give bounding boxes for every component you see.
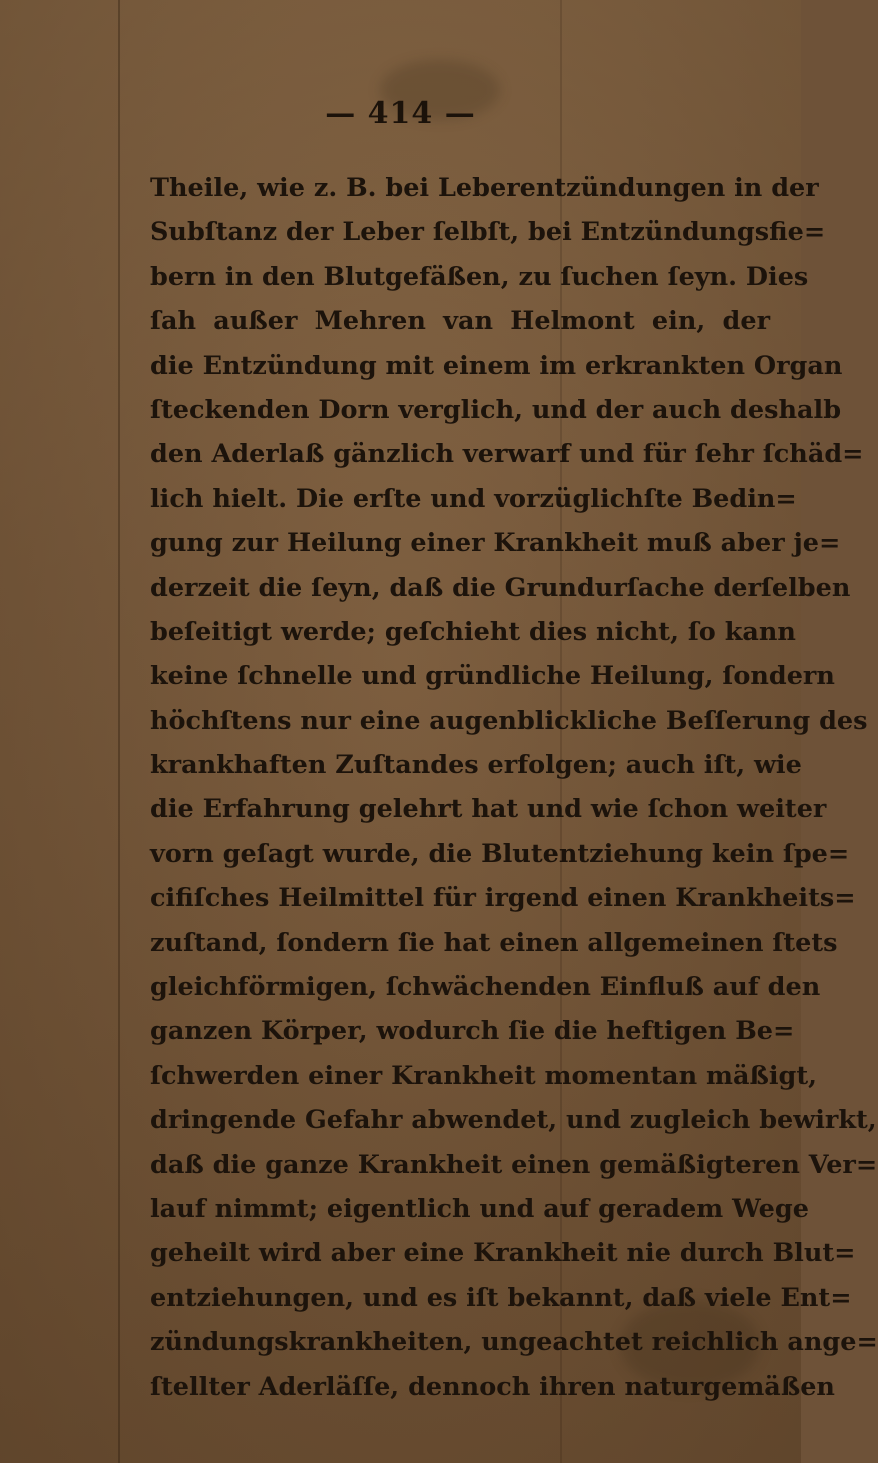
page-fold-left <box>118 0 120 1463</box>
text-line: geheilt wird aber eine Krankheit nie durch Blut= <box>150 1238 856 1269</box>
text-line: lich hielt. Die erſte und vorzüglichſte Bedin= <box>150 483 797 514</box>
text-line: dringende Gefahr abwendet, und zugleich bewirkt, <box>150 1105 877 1136</box>
text-line: beſeitigt werde; geſchieht dies nicht, ſo kann <box>150 616 796 647</box>
text-line: ſah außer Mehren van Helmont ein, der <box>150 306 770 337</box>
text-line: vorn geſagt wurde, die Blutentziehung kein ſpe= <box>150 838 850 869</box>
text-line: Subſtanz der Leber ſelbſt, bei Entzündungsfie= <box>150 217 826 248</box>
page-number: — 414 — <box>325 96 476 131</box>
text-line: cifiſches Heilmittel für irgend einen Krankheits= <box>150 883 856 914</box>
text-line: zündungskrankheiten, ungeachtet reichlich ange= <box>150 1327 878 1358</box>
text-line: gung zur Heilung einer Krankheit muß aber je= <box>150 528 841 559</box>
text-line: Theile, wie z. B. bei Leberentzündungen in der <box>150 173 819 203</box>
text-line: gleichförmigen, ſchwächenden Einfluß auf den <box>150 972 821 1003</box>
text-line: ganzen Körper, wodurch ſie die heftigen Be= <box>150 1016 795 1047</box>
text-line: bern in den Blutgefäßen, zu ſuchen ſeyn. Dies <box>150 261 809 292</box>
text-line: ſtellter Aderläſſe, dennoch ihren naturgemäßen <box>150 1371 835 1402</box>
text-line: keine ſchnelle und gründliche Heilung, ſondern <box>150 661 835 692</box>
text-line: höchſtens nur eine augenblickliche Beſſerung des <box>150 705 868 736</box>
text-line: die Erfahrung gelehrt hat und wie ſchon weiter <box>150 794 827 825</box>
text-line: die Entzündung mit einem im erkrankten Organ <box>150 350 843 381</box>
text-line: entziehungen, und es iſt bekannt, daß viele Ent= <box>150 1282 852 1313</box>
text-line: lauf nimmt; eigentlich und auf geradem Wege <box>150 1193 809 1224</box>
text-line: daß die ganze Krankheit einen gemäßigteren Ver= <box>150 1149 878 1180</box>
text-line: zuſtand, ſondern ſie hat einen allgemeinen ſtets <box>150 927 838 958</box>
body-text <box>150 166 878 1409</box>
text-line: den Aderlaß gänzlich verwarf und für ſehr ſchäd= <box>150 439 864 470</box>
text-line: krankhaften Zuſtandes erfolgen; auch iſt, wie <box>150 750 802 781</box>
text-line: ſchwerden einer Krankheit momentan mäßigt, <box>150 1060 818 1091</box>
text-line: ſteckenden Dorn verglich, und der auch deshalb <box>150 394 842 425</box>
text-line: derzeit die ſeyn, daß die Grundurſache derſelben <box>150 572 851 603</box>
